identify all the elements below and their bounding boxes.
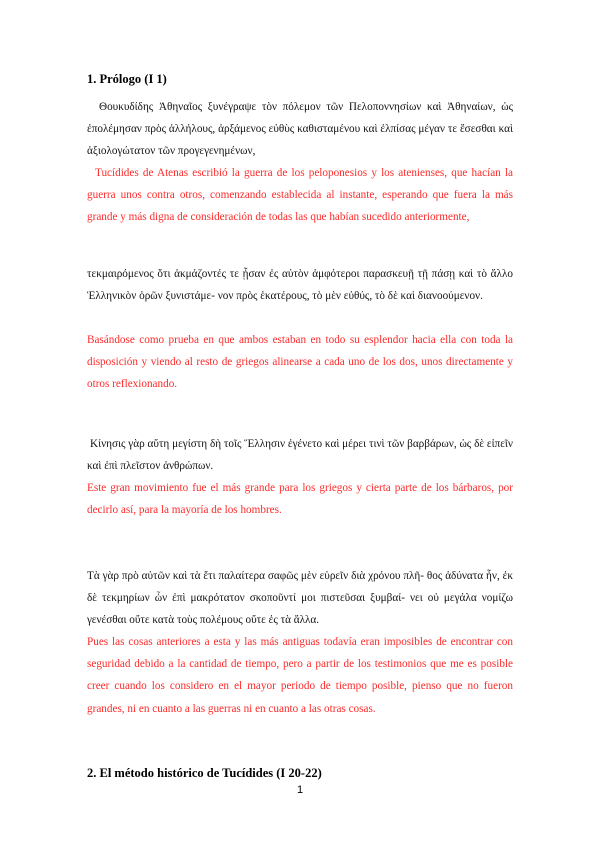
spanish-translation-3: Este gran movimiento fue el más grande para los griegos y cierta parte de los bárbaros, por decirlo así, para la mayoría de los hombres. bbox=[87, 482, 513, 517]
page-number: 1 bbox=[296, 784, 304, 796]
greek-passage-1: Θουκυδίδης Ἀθηναῖος ξυνέγραψε τὸν πόλεμον τῶν Πελοποννησίων καὶ Ἀθηναίων, ὡς ἐπολέμησαν πρὸς ἀλλήλους, ἀρξάμενος εὐθὺς καθισταμένου καὶ ἐλπίσας μέγαν τε ἔσεσθαι καὶ ἀξιολογώτατον τῶν προγεγενημένων, bbox=[87, 101, 513, 158]
greek-passage-2: τεκμαιρόμενος ὅτι ἀκμάζοντές τε ᾖσαν ἐς αὐτὸν ἀμφότεροι παρασκευῇ τῇ πάσῃ καὶ τὸ ἄλλο Ἑλληνικὸν ὁρῶν ξυνιστάμε- νον πρὸς ἑκατέρους, τὸ μὲν εὐθύς, τὸ δὲ καὶ διανοούμενον. bbox=[87, 268, 513, 303]
spanish-translation-4: Pues las cosas anteriores a esta y las más antiguas todavía eran imposibles de encontrar con seguridad debido a la cantidad de tiempo, pero a partir de los testimonios que me es posible creer cuando los considero en el mayor periodo de tiempo posible, pienso que no fueron grandes, ni en cuanto a las guerras ni en cuanto a las otras cosas. bbox=[87, 636, 513, 715]
section-heading-prologo: 1. Prólogo (I 1) bbox=[87, 72, 167, 86]
section-heading-metodo: 2. El método histórico de Tucídides (I 20-22) bbox=[87, 766, 322, 780]
spanish-translation-2: Basándose como prueba en que ambos estaban en todo su esplendor hacia ella con toda la disposición y viendo al resto de griegos alinearse a cada uno de los dos, unos directamente y otros reflexionando. bbox=[87, 334, 513, 391]
greek-passage-4: Τὰ γὰρ πρὸ αὐτῶν καὶ τὰ ἔτι παλαίτερα σαφῶς μὲν εὑρεῖν διὰ χρόνου πλῆ- θος ἀδύνατα ἦν, ἐκ δὲ τεκμηρίων ὧν ἐπὶ μακρότατον σκοποῦντί μοι πιστεῦσαι ξυμβαί- νει οὐ μεγάλα νομίζω γενέσθαι οὔτε κατὰ τοὺς πολέμους οὔτε ἐς τὰ ἄλλα. bbox=[87, 570, 513, 627]
spanish-translation-1: Tucídides de Atenas escribió la guerra de los peloponesios y los atenienses, que hacían la guerra unos contra otros, comenzando establecida al instante, esperando que fuera la más grande y más digna de consideración de todas las que habían sucedido anteriormente, bbox=[87, 167, 513, 224]
greek-passage-3: Κίνησις γὰρ αὕτη μεγίστη δὴ τοῖς Ἕλλησιν ἐγένετο καὶ μέρει τινὶ τῶν βαρβάρων, ὡς δὲ εἰπεῖν καὶ ἐπὶ πλεῖστον ἀνθρώπων. bbox=[87, 438, 513, 473]
